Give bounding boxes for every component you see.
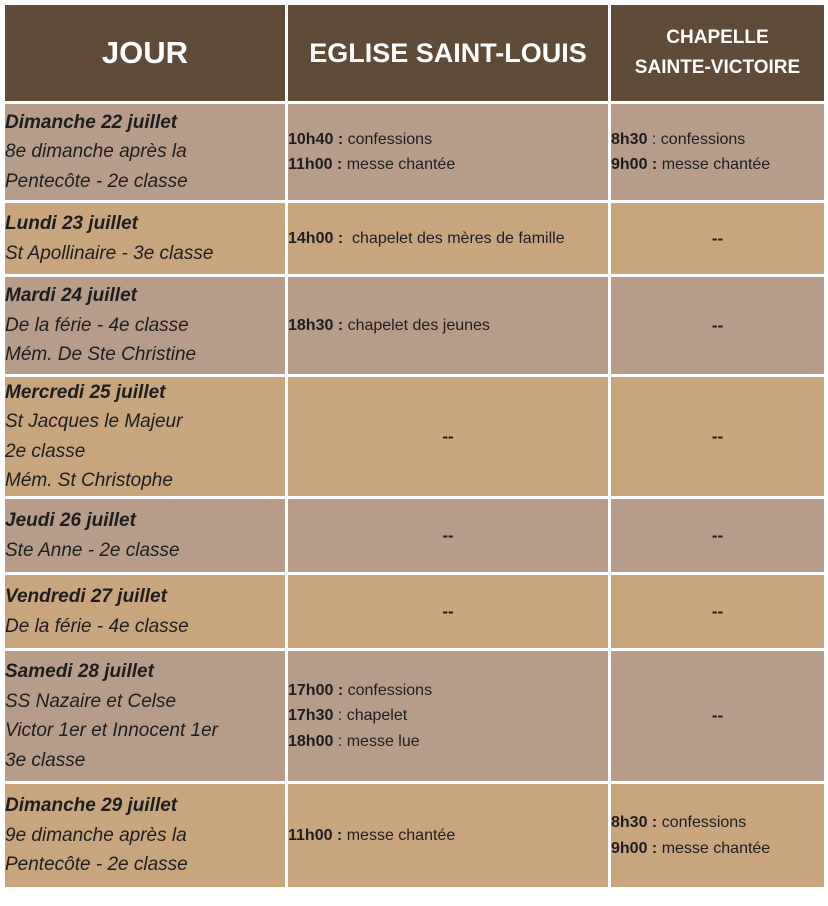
chapelle-cell [610,783,826,889]
eglise-cell [287,650,610,783]
eglise-empty-cell: -- [287,498,610,574]
day-name: Lundi 23 juillet [5,213,139,234]
chapelle-cell [610,103,826,202]
day-detail: SS Nazaire et Celse [5,690,177,712]
service-event: chapelet des jeunes [343,316,490,334]
schedule-table [2,2,827,890]
service-time: 9h00 : [611,156,658,173]
day-detail: 8e dimanche après la [5,141,187,163]
eglise-empty-cell: -- [287,376,610,498]
chapelle-empty-cell: -- [610,574,826,650]
service-event: confessions [343,130,433,148]
day-detail: 3e classe [5,749,86,771]
service-line [288,729,608,755]
service-event: : confessions [647,130,746,148]
table-row [4,276,826,376]
service-event: messe chantée [657,839,771,857]
day-cell [4,103,287,202]
day-cell [4,376,287,498]
eglise-empty-cell: -- [287,574,610,650]
service-time: 17h30 [288,707,334,725]
service-line [288,823,608,849]
service-event: messe chantée [657,156,771,173]
service-event: : chapelet [333,707,408,725]
service-time: 14h00 : [288,229,344,247]
service-time: 8h30 [611,130,648,148]
service-line [288,703,608,729]
service-time: 11h00 : [288,156,343,173]
service-time: 9h00 : [611,839,658,857]
service-event: confessions [657,814,747,831]
day-detail: De la férie - 4e classe [5,314,189,336]
service-line [611,127,824,153]
table-row [4,376,826,498]
service-time: 10h40 : [288,130,344,148]
day-cell [4,498,287,574]
service-line [288,226,608,252]
day-name: Dimanche 22 juillet [5,111,178,133]
chapelle-empty-cell: -- [610,650,826,783]
header-chapelle-line2: SAINTE-VICTOIRE [634,57,801,78]
table-row [4,574,826,650]
day-detail: Pentecôte - 2e classe [5,854,188,876]
table-row [4,498,826,574]
day-cell [4,783,287,889]
eglise-cell [287,202,610,276]
day-cell [4,574,287,650]
service-line [288,313,608,339]
eglise-cell [287,783,610,889]
chapelle-empty-cell: -- [610,498,826,574]
eglise-cell [287,103,610,202]
service-time: 18h30 : [288,316,344,334]
service-time: 8h30 : [611,814,658,831]
day-name: Jeudi 26 juillet [5,510,136,531]
table-row [4,783,826,889]
header-row [4,4,826,103]
service-line [288,127,608,153]
day-cell [4,202,287,276]
day-detail: Victor 1er et Innocent 1er [5,720,218,741]
header-chapelle-line1: CHAPELLE [666,27,769,48]
day-name: Samedi 28 juillet [5,661,154,682]
day-name: Vendredi 27 juillet [5,586,167,607]
service-line [611,152,824,178]
day-detail: Pentecôte - 2e classe [5,170,188,192]
table-row [4,650,826,783]
service-event: confessions [343,681,433,699]
chapelle-empty-cell: -- [610,276,826,376]
day-detail: St Apollinaire - 3e classe [5,242,214,264]
day-name: Dimanche 29 juillet [5,795,178,817]
service-time: 18h00 [288,732,334,750]
day-cell [4,650,287,783]
header-jour: JOUR [4,4,287,103]
day-cell [4,276,287,376]
service-time: 17h00 : [288,681,344,699]
service-event: chapelet des mères de famille [343,229,565,247]
table-row [4,202,826,276]
table-row [4,103,826,202]
service-event: messe chantée [342,156,456,173]
service-event: : messe lue [333,732,420,750]
service-event: messe chantée [342,826,456,844]
eglise-cell [287,276,610,376]
service-time: 11h00 : [288,826,343,844]
day-detail: St Jacques le Majeur [5,411,183,432]
service-line [611,836,824,862]
day-detail: 2e classe [5,440,86,462]
day-detail: 9e dimanche après la [5,824,187,846]
day-detail: Ste Anne - 2e classe [5,539,180,561]
day-detail: Mém. De Ste Christine [5,344,197,366]
header-chapelle-sainte-victoire [610,4,826,103]
day-detail: De la férie - 4e classe [5,615,189,637]
day-name: Mardi 24 juillet [5,285,137,307]
header-eglise-saint-louis: EGLISE SAINT-LOUIS [287,4,610,103]
chapelle-empty-cell: -- [610,376,826,498]
day-name: Mercredi 25 juillet [5,381,166,403]
service-line [611,810,824,836]
service-line [288,678,608,704]
chapelle-empty-cell: -- [610,202,826,276]
service-line [288,152,608,178]
day-detail: Mém. St Christophe [5,470,173,491]
